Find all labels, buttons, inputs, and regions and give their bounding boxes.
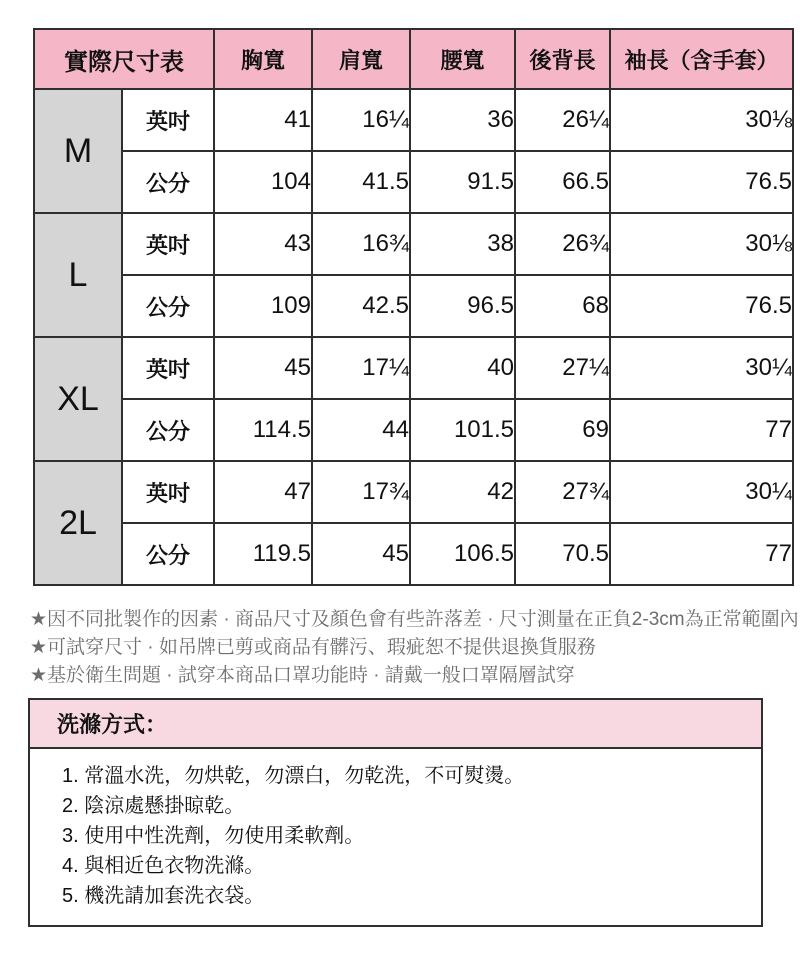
measurement-cell: 41 bbox=[214, 89, 312, 151]
measurement-cell: 42 bbox=[410, 461, 515, 523]
wash-instruction: 5. 機洗請加套洗衣袋。 bbox=[62, 885, 265, 907]
size-label-m: M bbox=[34, 89, 122, 213]
measurement-cell: 17¼ bbox=[312, 337, 410, 399]
unit-label-inch: 英吋 bbox=[122, 337, 214, 399]
unit-label-cm: 公分 bbox=[122, 275, 214, 337]
table-row bbox=[34, 89, 793, 151]
measurement-cell: 114.5 bbox=[214, 399, 312, 461]
measurement-cell: 69 bbox=[515, 399, 610, 461]
unit-label-cm: 公分 bbox=[122, 399, 214, 461]
note-line: ★可試穿尺寸 · 如吊牌已剪或商品有髒污、瑕疵恕不提供退換貨服務 bbox=[30, 637, 596, 658]
measurement-cell: 104 bbox=[214, 151, 312, 213]
size-label-2l: 2L bbox=[34, 461, 122, 585]
measurement-cell: 41.5 bbox=[312, 151, 410, 213]
measurement-cell: 17¾ bbox=[312, 461, 410, 523]
measurement-cell: 47 bbox=[214, 461, 312, 523]
note-line: ★因不同批製作的因素 · 商品尺寸及顏色會有些許落差 · 尺寸測量在正負2-3cm為正常範圍內 bbox=[30, 609, 799, 630]
measurement-cell: 38 bbox=[410, 213, 515, 275]
measurement-cell: 91.5 bbox=[410, 151, 515, 213]
table-title: 實際尺寸表 bbox=[34, 29, 214, 89]
measurement-cell: 26¾ bbox=[515, 213, 610, 275]
measurement-cell: 77 bbox=[610, 523, 793, 585]
measurement-cell: 36 bbox=[410, 89, 515, 151]
size-chart-table bbox=[33, 28, 794, 586]
unit-label-inch: 英吋 bbox=[122, 461, 214, 523]
column-header-back-length: 後背長 bbox=[515, 29, 610, 89]
measurement-cell: 40 bbox=[410, 337, 515, 399]
measurement-cell: 16¾ bbox=[312, 213, 410, 275]
measurement-cell: 30⅛ bbox=[610, 89, 793, 151]
measurement-cell: 16¼ bbox=[312, 89, 410, 151]
wash-instructions-list bbox=[30, 749, 761, 925]
table-row bbox=[34, 523, 793, 585]
measurement-cell: 30⅛ bbox=[610, 213, 793, 275]
column-header-waist: 腰寬 bbox=[410, 29, 515, 89]
size-label-xl: XL bbox=[34, 337, 122, 461]
table-row bbox=[34, 275, 793, 337]
measurement-cell: 45 bbox=[214, 337, 312, 399]
product-size-info-page bbox=[0, 28, 800, 961]
measurement-cell: 119.5 bbox=[214, 523, 312, 585]
measurement-cell: 96.5 bbox=[410, 275, 515, 337]
table-row bbox=[34, 337, 793, 399]
measurement-cell: 43 bbox=[214, 213, 312, 275]
unit-label-cm: 公分 bbox=[122, 523, 214, 585]
unit-label-inch: 英吋 bbox=[122, 213, 214, 275]
measurement-cell: 30¼ bbox=[610, 337, 793, 399]
measurement-cell: 76.5 bbox=[610, 275, 793, 337]
column-header-chest: 胸寬 bbox=[214, 29, 312, 89]
measurement-cell: 27¾ bbox=[515, 461, 610, 523]
measurement-cell: 66.5 bbox=[515, 151, 610, 213]
size-label-l: L bbox=[34, 213, 122, 337]
wash-instruction: 1. 常溫水洗，勿烘乾，勿漂白，勿乾洗，不可熨燙。 bbox=[62, 765, 525, 787]
measurement-cell: 42.5 bbox=[312, 275, 410, 337]
wash-instruction: 2. 陰涼處懸掛晾乾。 bbox=[62, 795, 245, 817]
measurement-cell: 68 bbox=[515, 275, 610, 337]
note-line: ★基於衛生問題 · 試穿本商品口罩功能時 · 請戴一般口罩隔層試穿 bbox=[30, 665, 575, 686]
column-header-shoulder: 肩寬 bbox=[312, 29, 410, 89]
table-row bbox=[34, 461, 793, 523]
unit-label-inch: 英吋 bbox=[122, 89, 214, 151]
table-header-row bbox=[34, 29, 793, 89]
measurement-cell: 106.5 bbox=[410, 523, 515, 585]
measurement-cell: 76.5 bbox=[610, 151, 793, 213]
unit-label-cm: 公分 bbox=[122, 151, 214, 213]
table-row bbox=[34, 151, 793, 213]
measurement-cell: 44 bbox=[312, 399, 410, 461]
table-row bbox=[34, 399, 793, 461]
measurement-cell: 101.5 bbox=[410, 399, 515, 461]
notes-section bbox=[30, 606, 800, 690]
column-header-sleeve: 袖長（含手套） bbox=[610, 29, 793, 89]
measurement-cell: 30¼ bbox=[610, 461, 793, 523]
wash-instructions-box bbox=[28, 698, 763, 927]
measurement-cell: 27¼ bbox=[515, 337, 610, 399]
wash-title: 洗滌方式： bbox=[30, 700, 761, 749]
wash-instruction: 4. 與相近色衣物洗滌。 bbox=[62, 855, 265, 877]
table-row bbox=[34, 213, 793, 275]
wash-instruction: 3. 使用中性洗劑，勿使用柔軟劑。 bbox=[62, 825, 365, 847]
measurement-cell: 26¼ bbox=[515, 89, 610, 151]
measurement-cell: 70.5 bbox=[515, 523, 610, 585]
measurement-cell: 45 bbox=[312, 523, 410, 585]
measurement-cell: 77 bbox=[610, 399, 793, 461]
measurement-cell: 109 bbox=[214, 275, 312, 337]
